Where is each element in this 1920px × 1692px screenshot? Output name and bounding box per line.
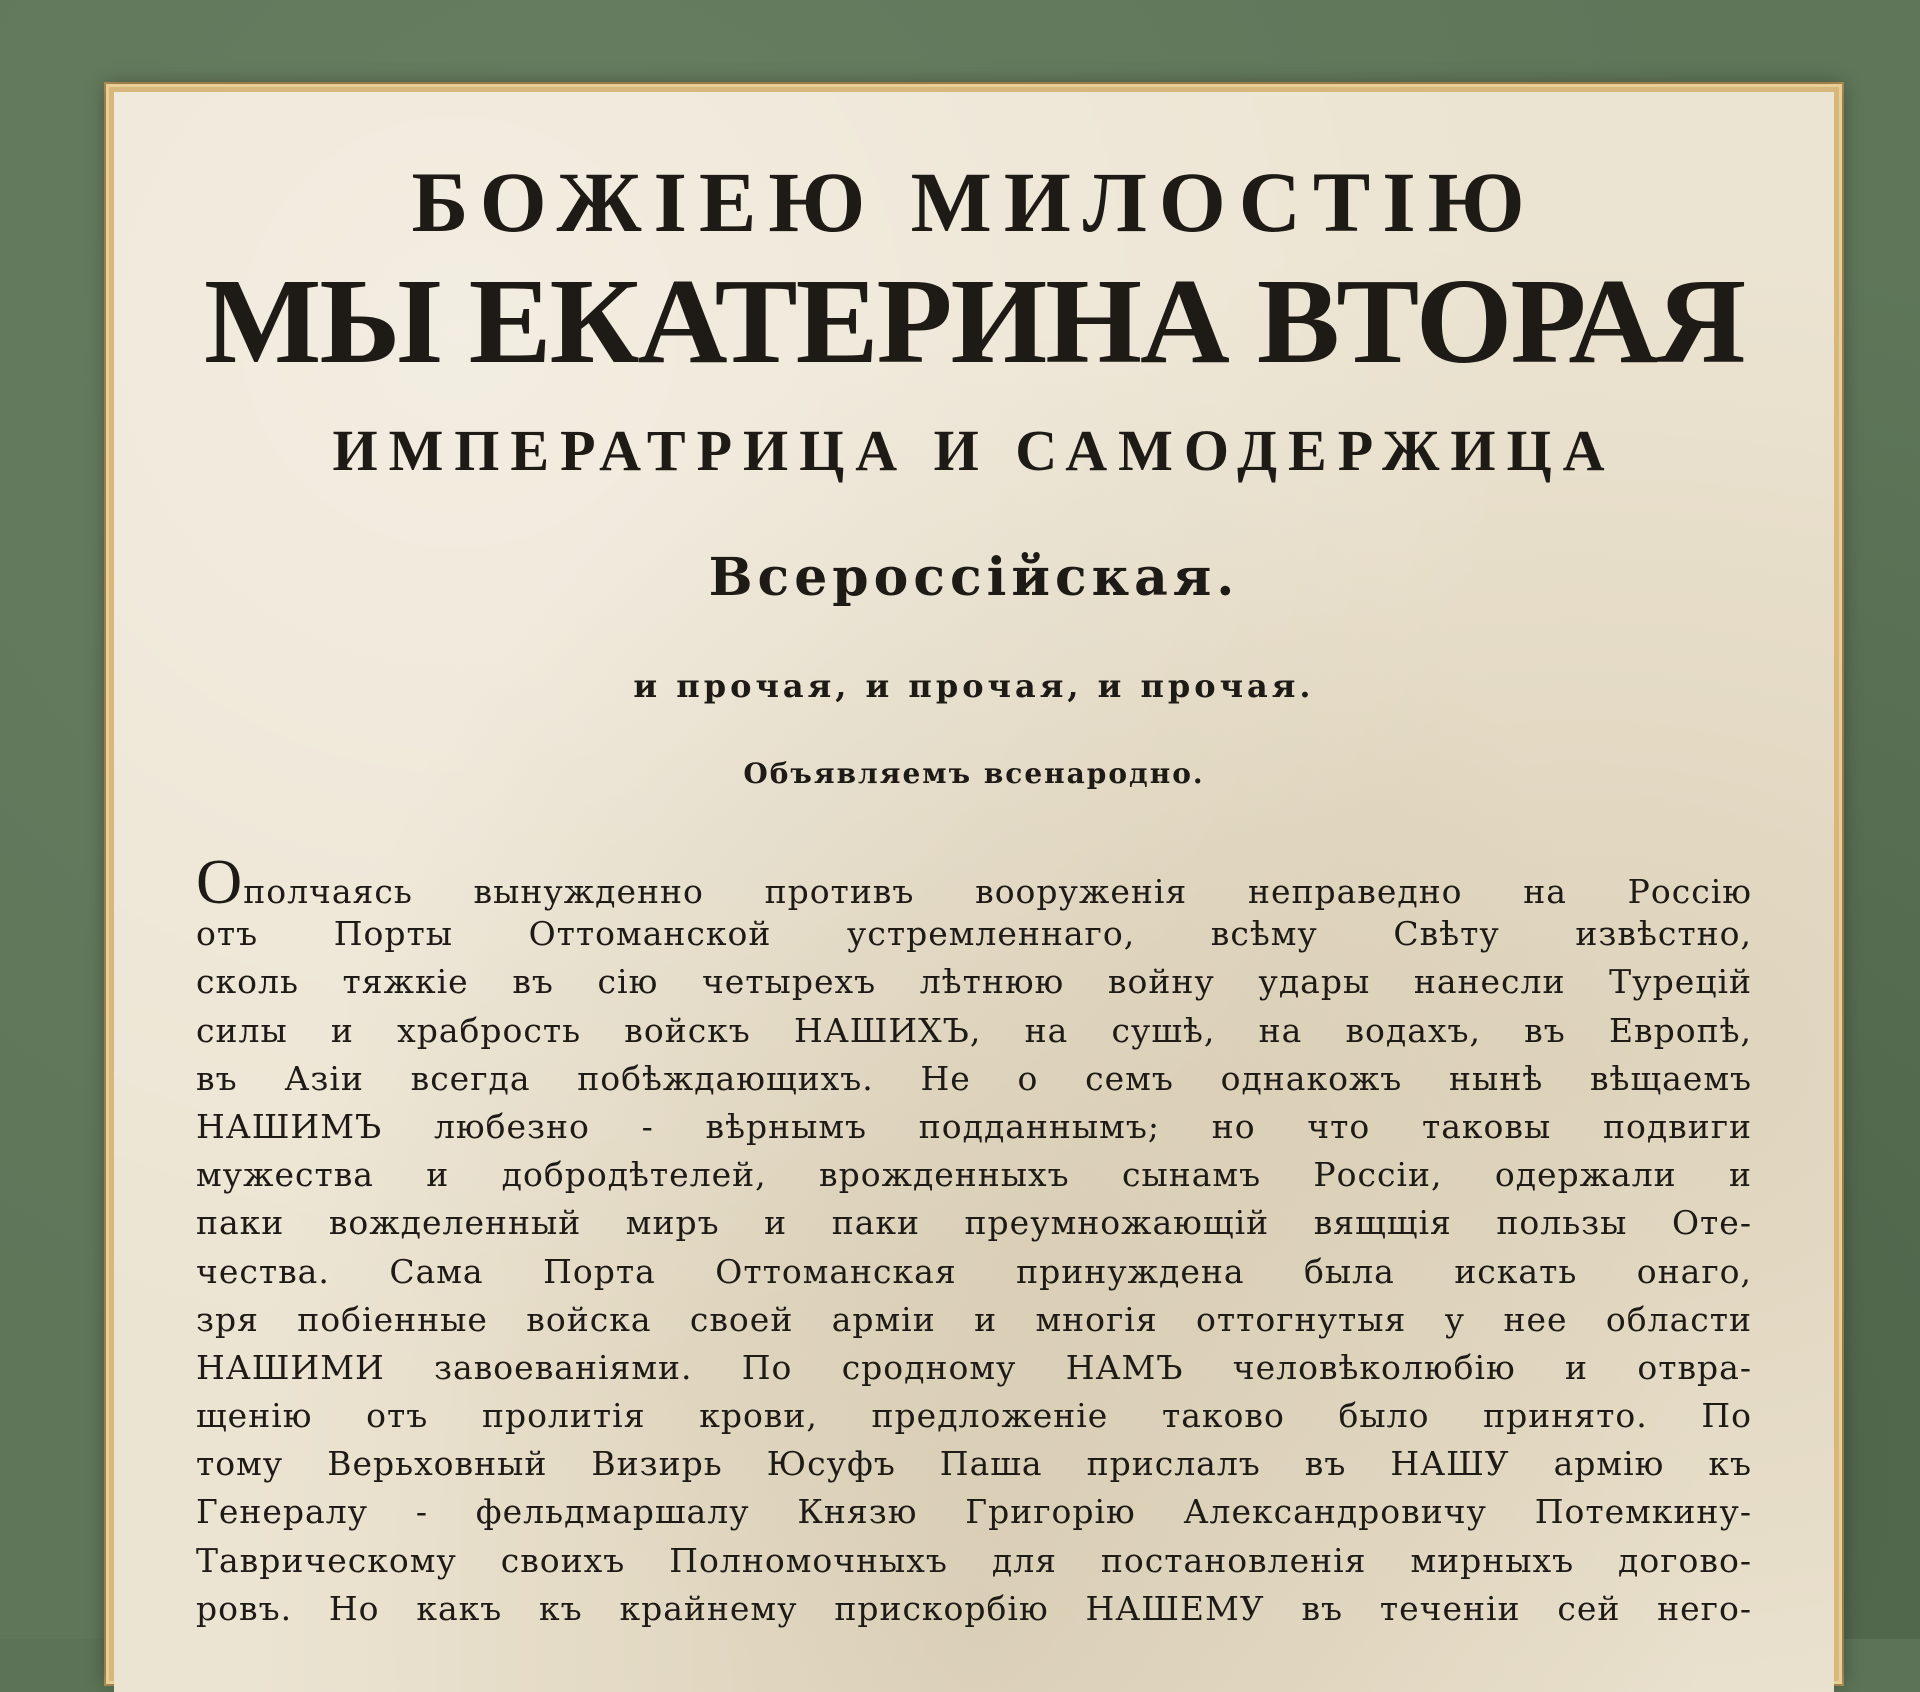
- body-line: [196, 846, 1752, 917]
- heading-catherine-the-second: МЫ ЕКАТЕРИНА ВТОРАЯ: [203, 254, 1745, 389]
- heading-we-announce: Объявляемъ всенародно.: [743, 757, 1205, 790]
- manifesto-page: [114, 92, 1834, 1692]
- body-line: зря побіенные войска своей арміи и многія оттогнутыя у нее области: [196, 1299, 1752, 1339]
- heading-by-gods-grace: БОЖІЕЮ МИЛОСТІЮ: [411, 154, 1537, 250]
- manifesto-body: [196, 846, 1752, 1633]
- body-line: Таврическому своихъ Полномочныхъ для постановленія мирныхъ догово-: [196, 1540, 1752, 1580]
- body-line: мужества и добродѣтелей, врожденныхъ сынамъ Россіи, одержали и: [196, 1155, 1752, 1195]
- body-line: силы и храбрость войскъ НАШИХЪ, на сушѣ, на водахъ, въ Европѣ,: [196, 1010, 1752, 1050]
- drop-cap: О: [196, 846, 244, 917]
- body-line: паки вожделенный миръ и паки преумножающій вящщія пользы Оте-: [196, 1203, 1752, 1243]
- body-line: чества. Сама Порта Оттоманская принуждена была искать онаго,: [196, 1251, 1752, 1291]
- body-line: щенію отъ пролитія крови, предложеніе таково было принято. По: [196, 1396, 1752, 1436]
- body-line: НАШИМИ завоеваніями. По сродному НАМЪ человѣколюбію и отвра-: [196, 1347, 1752, 1387]
- heading-et-cetera: и прочая, и прочая, и прочая.: [633, 667, 1315, 705]
- body-line-text: полчаясь вынужденно противъ вооруженія неправедно на Россію: [243, 872, 1752, 911]
- body-line: въ Азіи всегда побѣждающихъ. Не о семъ однакожъ нынѣ вѣщаемъ: [196, 1058, 1752, 1098]
- body-line: сколь тяжкіе въ сію четырехъ лѣтнюю войну удары нанесли Турецій: [196, 962, 1752, 1002]
- body-line: ровъ. Но какъ къ крайнему прискорбію НАШЕМУ въ теченіи сей него-: [196, 1588, 1752, 1628]
- heading-all-russian: Всероссійская.: [708, 547, 1240, 608]
- heading-empress-autocrat: ИМПЕРАТРИЦА И САМОДЕРЖИЦА: [332, 418, 1616, 483]
- body-line: Генералу - фельдмаршалу Князю Григорію Александровичу Потемкину-: [196, 1492, 1752, 1532]
- body-line: тому Верьховный Визирь Юсуфъ Паша прислалъ въ НАШУ армію къ: [196, 1444, 1752, 1484]
- body-line: НАШИМЪ любезно - вѣрнымъ подданнымъ; но что таковы подвиги: [196, 1106, 1752, 1146]
- body-line: отъ Порты Оттоманской устремленнаго, всѣму Свѣту извѣстно,: [196, 914, 1752, 954]
